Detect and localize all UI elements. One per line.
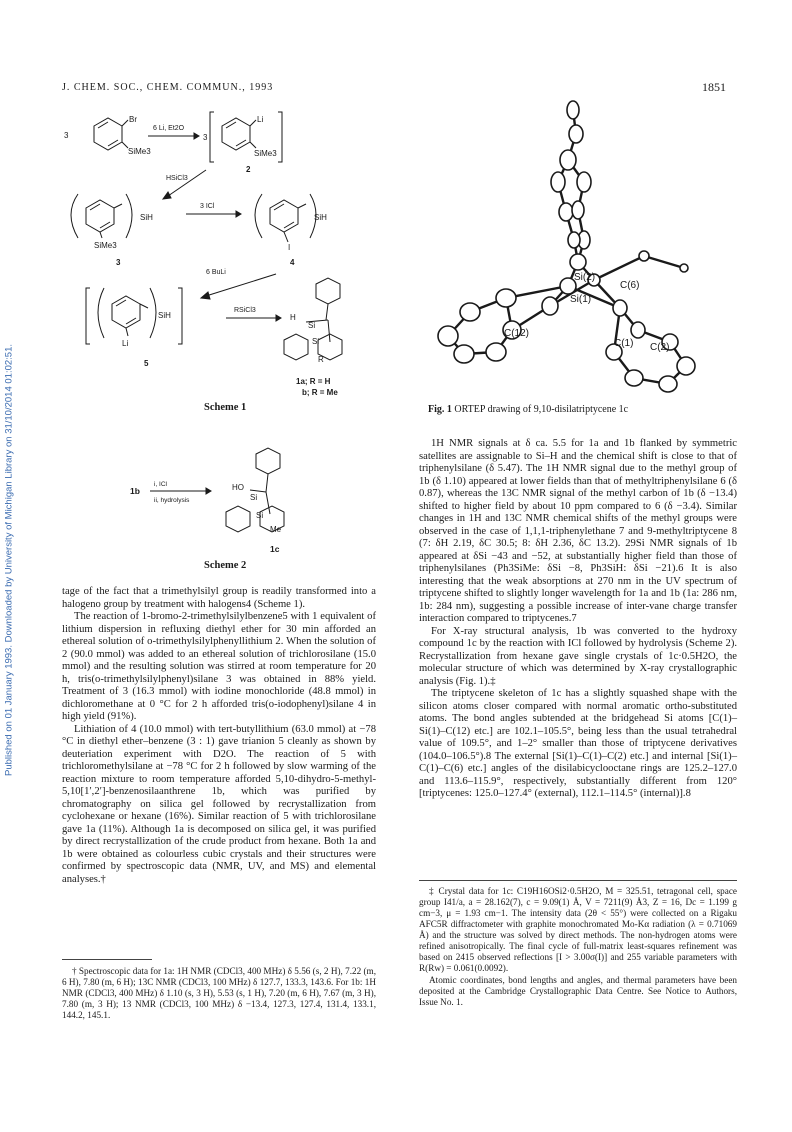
reagent-buli: 6 BuLi (206, 269, 226, 276)
compound-5-label: 5 (144, 359, 149, 368)
paragraph: The reaction of 1-bromo-2-trimethylsilylbenzene5 with 1 equivalent of lithium dispersion in refluxing diethyl ether for 30 min afforded an ethereal solution of o-trimethylsilylphenyllithium 2. When the solution of 2 (90.0 mmol) was added to an ethereal solution of trichlorosilane (15.0 mmol) and the resulting solution was stirred at room temperature for 20 h, tris(o-trimethylsilylphenyl)silane 3 was obtained in 88% yield. Treatment of 3 (16.3 mmol) with iodine monochloride (48.8 mmol) in dichloromethane at 0 °C for 2 h afforded tris(o-iodophenyl)silane 4 in high yield (91%). (62, 611, 376, 722)
journal-header: J. CHEM. SOC., CHEM. COMMUN., 1993 (62, 82, 274, 93)
atom-label-c1: C(1) (614, 338, 634, 349)
product-ring-left (284, 334, 308, 360)
step-1-label: i, ICl (154, 481, 167, 488)
footnote-deposition: Atomic coordinates, bond lengths and angles, and thermal parameters have been deposited at the Cambridge Crystallographic Data Centre. See Notice to Authors, Issue No. 1. (419, 975, 737, 1007)
atom-label-c2: C(2) (650, 342, 670, 353)
iodo-label: I (288, 243, 291, 252)
scheme-2-caption: Scheme 2 (204, 560, 247, 571)
compound-4-label: 4 (290, 258, 295, 267)
paragraph: Lithiation of 4 (10.0 mmol) with tert-butyllithium (63.0 mmol) at −78 °C in diethyl ether–benzene (3 : 1) gave trianion 5 cleanly as shown by deuteriation experiment with D2O. The reaction of 5 with trichloromethylsilane at −78 °C for 2 h followed by slow warming of the reaction mixture to room temperature afforded 5,10-dihydro-5-methyl-5,10[1′,2′]-benzenosilaanthrene 1b, which was purified by chromatography on silica gel followed by recrystallization from cyclohexane or hexane (16%). Similar reaction of 5 with trichlorosilane gave 1a (11%). Although 1a is decomposed on silica gel, it was purified by direct recrystallization of the crude product from hexane. Both 1a and 1b were obtained as colourless cubic crystals and their structures were confirmed by spectroscopic data (NMR, UV, and MS) and elemental analyses.† (62, 723, 376, 885)
benzene-ring-3 (86, 200, 114, 232)
compound-3-label: 3 (116, 258, 121, 267)
figure-1-caption (428, 404, 628, 415)
atom-label-c12: C(12) (504, 328, 530, 339)
left-column-text (62, 586, 376, 886)
r-label: R (318, 355, 324, 364)
download-notice-text: Published on 01 January 1993. Downloaded by University of Michigan Library on 31/10/2014 01:02:51. (3, 343, 15, 777)
atom-label-si1: Si(1) (570, 294, 592, 305)
ortep-figure (408, 90, 748, 400)
footnote-rule-right (419, 880, 737, 881)
paragraph: The triptycene skeleton of 1c has a slightly squashed shape with the silicon atoms closer compared with normal aromatic ortho-substituted atoms. The bond angles subtended at the bridgehead Si atoms [C(1)–Si(1)–C(12) etc.] are 102.1–105.5°, being less than the usual tetrahedral value of 109.5°, and 1–2° smaller than those of triptycene derivatives (104.0–106.5°).8 The external [Si(1)–C(1)–C(2) etc.] and internal [Si(1)–C(1)–C(6) etc.] angles of the disilabicyclooctane rings are 125.2–127.0 and 113.6–115.9°, respectively, substantially different from 120° [triptycenes: 125.0–127.4° (external), 112.1–114.5° (internal)].8 (419, 688, 737, 799)
right-column-text (419, 438, 737, 801)
footnote-rule-left (62, 959, 152, 960)
product-1c-ring-left (226, 506, 250, 532)
footnote-spectroscopic: † Spectroscopic data for 1a: 1H NMR (CDCl3, 400 MHz) δ 5.56 (s, 2 H), 7.22 (m, 6 H), 7.80 (m, 6 H); 13C NMR (CDCl3, 100 MHz) δ 127.7, 133.3, 143.6. For 1b: 1H NMR (CDCl3, 400 MHz) δ 1.10 (s, 3 H), 5.53 (s, 1 H), 7.20 (m, 6 H), 7.67 (m, 3 H), 7.80 (m, 3 H); 13 NMR (CDCl3, 100 MHz) δ −13.4, 127.3, 127.4, 131.4, 133.1, 144.2, 145.1. (62, 966, 376, 1020)
coeff-2: 3 (203, 133, 208, 142)
figure-1-caption-label: Fig. 1 (428, 404, 452, 415)
paragraph: For X-ray structural analysis, 1b was converted to the hydroxy compound 1c by the reaction with ICl followed by hydrolysis (Scheme 2). Recrystallization from hexane gave single crystals of 1c·0.5H2O, the molecular structure of which was determined by X-ray crystallographic analysis (Fig. 1).‡ (419, 625, 737, 687)
reagent-hsicl3: HSiCl3 (166, 175, 188, 182)
reagent-icl: 3 ICl (200, 203, 215, 210)
scheme-1-diagram (56, 108, 356, 408)
ho-label: HO (232, 483, 244, 492)
sih-label-4: SiH (314, 213, 327, 222)
atom-label-si2: Si(2) (574, 272, 596, 283)
product-1c-label: 1c (270, 544, 280, 554)
paragraph: tage of the fact that a trimethylsilyl group is readily transformed into a halogeno group by treatment with halogens4 (Scheme 1). (62, 586, 376, 610)
benzene-ring-4 (270, 200, 298, 232)
reagent-rsicl3: RSiCl3 (234, 307, 256, 314)
paragraph: 1H NMR signals at δ ca. 5.5 for 1a and 1b flanked by symmetric satellites are assignable to Si–H and the chemical shift is close to that of triphenylsilane (δ 5.47). The 1H NMR signal due to the methyl group of 1b (δ 1.10) appeared at lower fields than that of methyltriphenylsilane 6 (δ 0.87), whereas the 13C NMR signal of the methyl carbon of 1b (δ −13.4) shifted to higher field by about 10 ppm compared to 6 (δ −3.4). Similar changes in 1H and 13C NMR chemical shifts of the methyl groups were observed in the case of 1,1,1-triphenylethane 7 and 9-methyltriptycene 8 (7: δH 2.19, δC 30.5; 8: δH 2.36, δC 13.2). 29Si NMR signals of 1b appeared at δSi −43 and −52, at substantially higher field than those of triphenylsilanes (Ph3SiMe: δSi −8, Ph3SiH: δSi −21).6 It is also interesting that the weak absorptions at 270 nm in the UV spectrum of triptycene shifted to slightly longer wavelength for 1a and 1b (1a: 286 nm, 1b: 284 nm), suggesting a possible increase of inter-vane charge transfer interaction compared to triptycenes.7 (419, 438, 737, 624)
sime3-label-1: SiMe3 (128, 147, 151, 156)
benzene-ring-2 (222, 118, 250, 150)
products-label-a: 1a; R = H (296, 377, 331, 386)
step-2-label: ii, hydrolysis (154, 497, 190, 504)
start-compound-label: 1b (130, 486, 140, 496)
atom-label-c6: C(6) (620, 280, 640, 291)
left-footnote (62, 966, 376, 1022)
sime3-label-3: SiMe3 (94, 241, 117, 250)
product-1c-ring-top (256, 448, 280, 474)
li-label-5: Li (122, 339, 129, 348)
sih-label-5: SiH (158, 311, 171, 320)
figure-1-caption-text: ORTEP drawing of 9,10-disilatriptycene 1c (454, 404, 629, 415)
br-label: Br (129, 115, 137, 124)
page-number: 1851 (702, 80, 726, 94)
benzene-ring-5 (112, 296, 140, 328)
si-label-1c-bottom: Si (256, 511, 264, 520)
me-label: Me (270, 525, 282, 534)
si-label-top: Si (308, 321, 316, 330)
benzene-ring-1 (94, 118, 122, 150)
h-label: H (290, 313, 296, 322)
li-label: Li (257, 115, 264, 124)
download-notice (2, 190, 16, 930)
si-label-bottom: Si (312, 337, 320, 346)
products-label-b: b; R = Me (302, 388, 338, 397)
coeff-1: 3 (64, 131, 69, 140)
si-label-1c-top: Si (250, 493, 258, 502)
compound-2-label: 2 (246, 165, 251, 174)
reagent-li: 6 Li, Et2O (153, 125, 185, 132)
footnote-crystal-data: ‡ Crystal data for 1c: C19H16OSi2·0.5H2O, M = 325.51, tetragonal cell, space group I41/a, a = 28.162(7), c = 9.09(1) Å, V = 7211(9) Å3, Z = 16, Dc = 1.199 g cm−3, μ = 1.93 cm−1. The intensity data (2θ < 55°) were collected on a Rigaku AFC5R diffractometer with graphite monochromated Mo-Kα radiation (λ = 0.71069 Å) and the structure was solved by direct methods. The non-hydrogen atoms were refined anisotropically. The final cycle of full-matrix least-squares refinement was based on 2415 observed reflections [I > 3.00σ(I)] and 255 variable parameters with R(Rw) = 0.061(0.0092). (419, 886, 737, 973)
right-footnote (419, 886, 737, 1009)
scheme-1-caption: Scheme 1 (204, 402, 247, 413)
sime3-label-2: SiMe3 (254, 149, 277, 158)
product-ring-top (316, 278, 340, 304)
scheme-2-diagram (120, 440, 320, 560)
sih-label-3: SiH (140, 213, 153, 222)
